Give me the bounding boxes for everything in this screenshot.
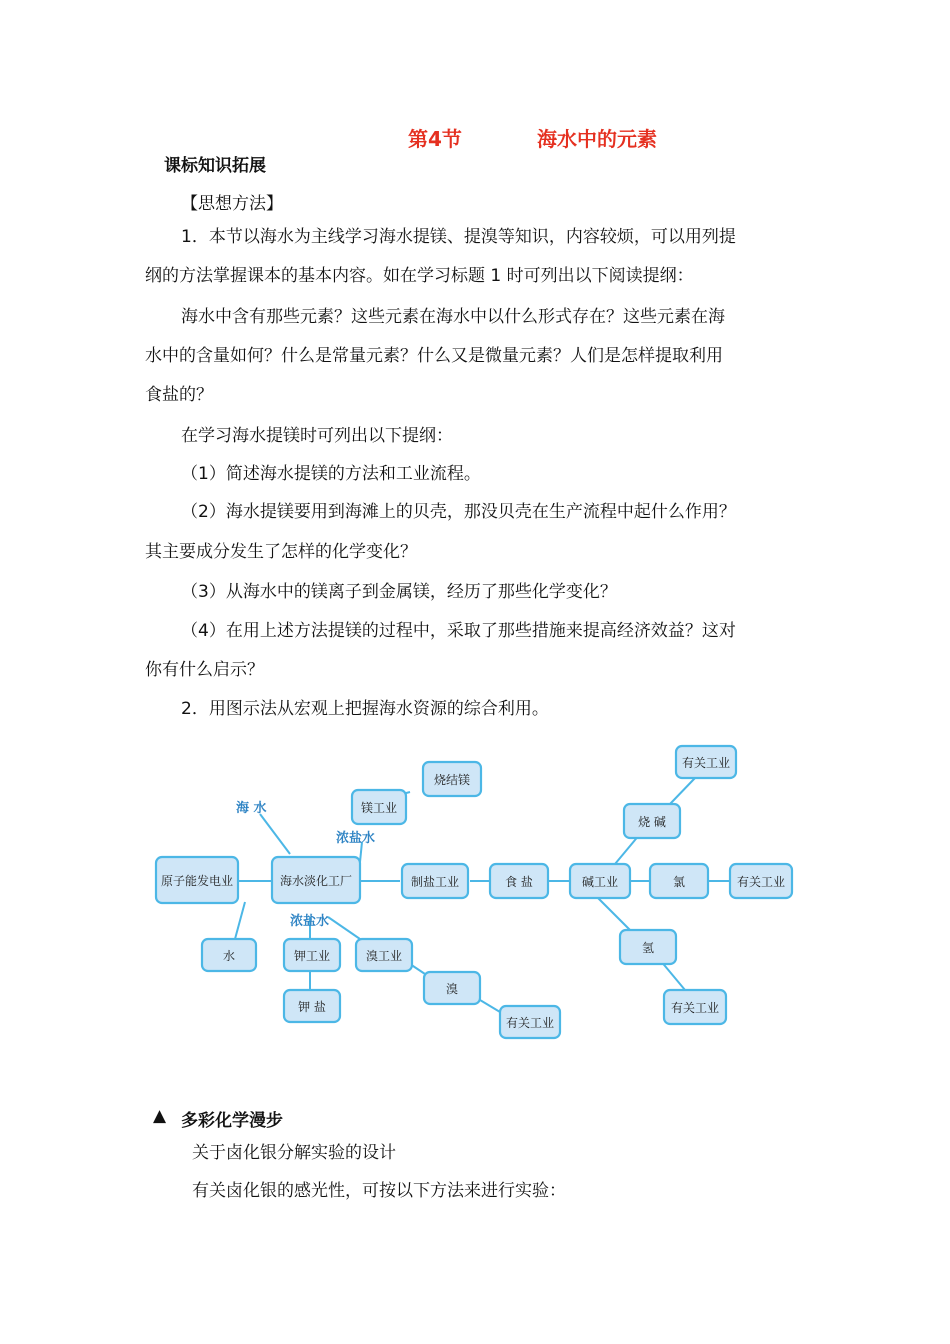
svg-text:有关工业: 有关工业 (736, 875, 786, 889)
brine-label-top: 浓盐水 (336, 831, 376, 846)
question-2-line-2: 其主要成分发生了怎样的化学变化？ (145, 542, 417, 562)
question-2-line-1: （2）海水提镁要用到海滩上的贝壳，那没贝壳在生产流程中起什么作用？ (181, 502, 736, 522)
svg-text:氢: 氢 (641, 941, 655, 955)
node-sintered-mg (423, 762, 481, 796)
question-4-line-2: 你有什么启示？ (145, 660, 264, 680)
svg-text:海水淡化工厂: 海水淡化工厂 (279, 874, 353, 888)
node-desalination-plant (272, 857, 360, 903)
question-4-line-1: （4）在用上述方法提镁的过程中，采取了那些措施来提高经济效益？这对 (181, 621, 736, 641)
seawater-utilization-diagram (150, 742, 800, 1042)
section-title: 海水中的元素 (537, 127, 657, 151)
svg-text:溴: 溴 (445, 982, 459, 996)
svg-text:原子能发电业: 原子能发电业 (160, 874, 234, 888)
node-caustic-soda (624, 804, 680, 838)
svg-text:溴工业: 溴工业 (365, 949, 403, 963)
seawater-label: 海 水 (236, 801, 267, 816)
node-related-industry-1 (676, 746, 736, 778)
brine-label-bottom: 浓盐水 (290, 914, 330, 929)
node-hydrogen (620, 930, 676, 964)
svg-text:碱工业: 碱工业 (581, 875, 619, 889)
svg-text:镁工业: 镁工业 (360, 801, 398, 815)
edge-caustic-related1 (670, 778, 695, 804)
node-salt (490, 864, 548, 898)
node-salt-industry (402, 864, 468, 898)
node-br-industry (356, 939, 412, 971)
node-water (202, 939, 256, 971)
paragraph-1-line-1: 1．本节以海水为主线学习海水提镁、提溴等知识，内容较烦，可以用列提 (181, 227, 736, 247)
svg-text:食 盐: 食 盐 (505, 875, 533, 889)
heading-extension: 课标知识拓展 (164, 156, 266, 176)
paragraph-2-line-1: 海水中含有那些元素？这些元素在海水中以什么形式存在？这些元素在海 (181, 307, 725, 327)
svg-text:烧结镁: 烧结镁 (433, 773, 471, 787)
section-2-line-2: 有关卤化银的感光性，可按以下方法来进行实验： (192, 1181, 566, 1201)
svg-text:钾 盐: 钾 盐 (298, 1000, 326, 1014)
svg-text:水: 水 (222, 949, 236, 963)
node-k-salt (284, 990, 340, 1022)
paragraph-2-line-2: 水中的含量如何？什么是常量元素？什么又是微量元素？人们是怎样提取利用 (145, 346, 723, 366)
section-2-title: 多彩化学漫步 (181, 1111, 283, 1131)
paragraph-4: 2．用图示法从宏观上把握海水资源的综合利用。 (181, 699, 549, 719)
svg-text:有关工业: 有关工业 (681, 756, 731, 770)
node-bromine (424, 972, 480, 1004)
svg-text:钾工业: 钾工业 (293, 949, 331, 963)
edge-bromine-related4 (480, 1000, 500, 1012)
node-related-industry-3 (664, 990, 726, 1024)
edge-brine-br (328, 917, 360, 939)
node-k-industry (284, 939, 340, 971)
section-2-line-1: 关于卤化银分解实验的设计 (192, 1143, 396, 1163)
node-related-industry-2 (730, 864, 792, 898)
node-nuclear-power (156, 857, 238, 903)
edge-seawater (260, 814, 290, 854)
svg-text:有关工业: 有关工业 (670, 1001, 720, 1015)
section-number: 第4节 (408, 127, 462, 151)
heading-methods: 【思想方法】 (181, 194, 283, 214)
node-related-industry-4 (500, 1006, 560, 1038)
paragraph-1-line-2: 纲的方法掌握课本的基本内容。如在学习标题 1 时可列出以下阅读提纲： (145, 266, 694, 286)
edge-desal-water (235, 902, 245, 939)
question-3: （3）从海水中的镁离子到金属镁，经历了那些化学变化？ (181, 582, 617, 602)
question-1: （1）简述海水提镁的方法和工业流程。 (181, 464, 481, 484)
node-mg-industry (352, 790, 406, 824)
triangle-icon: ▲ (153, 1106, 167, 1126)
paragraph-2-line-3: 食盐的？ (145, 385, 213, 405)
node-chlorine (650, 864, 708, 898)
svg-text:烧 碱: 烧 碱 (638, 815, 666, 829)
svg-text:制盐工业: 制盐工业 (410, 875, 460, 889)
edge-alkali-hydrogen (598, 898, 630, 930)
node-alkali-industry (570, 864, 630, 898)
paragraph-3: 在学习海水提镁时可列出以下提纲： (181, 426, 453, 446)
svg-text:氯: 氯 (672, 875, 686, 889)
svg-text:有关工业: 有关工业 (505, 1016, 555, 1030)
